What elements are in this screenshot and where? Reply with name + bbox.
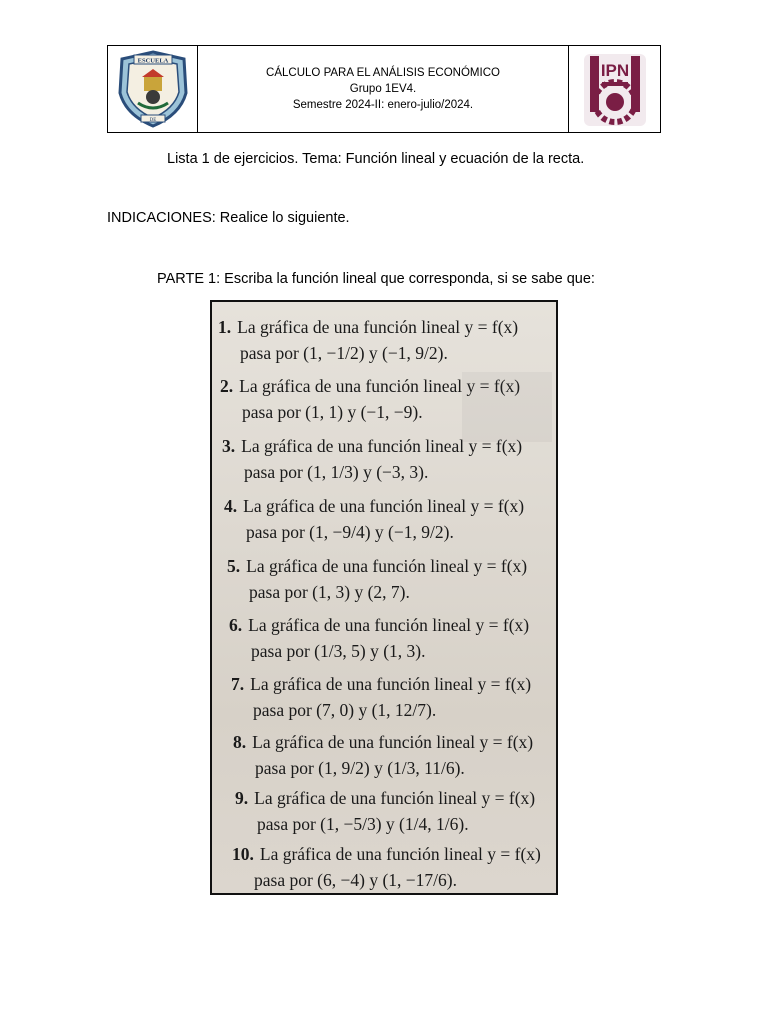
exercise-item: 6. La gráfica de una función lineal y = f(x) pasa por (1/3, 5) y (1, 3). bbox=[229, 615, 530, 661]
svg-text:ESCUELA: ESCUELA bbox=[137, 57, 168, 65]
instructions-text: INDICACIONES: Realice lo siguiente. bbox=[107, 210, 350, 226]
exercise-item: 7. La gráfica de una función lineal y = f(x) pasa por (7, 0) y (1, 12/7). bbox=[231, 674, 532, 720]
exercise-item: 5. La gráfica de una función lineal y = f(x) pasa por (1, 3) y (2, 7). bbox=[227, 556, 528, 602]
exercise-item: 1. La gráfica de una función lineal y = f(x) pasa por (1, −1/2) y (−1, 9/2). bbox=[218, 317, 519, 363]
part-1-heading: PARTE 1: Escriba la función lineal que corresponda, si se sabe que: bbox=[157, 271, 595, 287]
document-header bbox=[107, 45, 661, 133]
exercise-list-title: Lista 1 de ejercicios. Tema: Función lineal y ecuación de la recta. bbox=[167, 151, 585, 167]
header-titles bbox=[198, 46, 568, 132]
semester-label: Semestre 2024-II: enero-julio/2024. bbox=[292, 99, 474, 111]
group-label: Grupo 1EV4. bbox=[349, 83, 417, 95]
school-seal-cell bbox=[108, 46, 198, 132]
ipn-logo-cell bbox=[568, 46, 660, 132]
exercise-item: 4. La gráfica de una función lineal y = f(x) pasa por (1, −9/4) y (−1, 9/2). bbox=[224, 496, 525, 542]
escuela-seal-icon bbox=[114, 49, 192, 129]
exercise-item: 10. La gráfica de una función lineal y = f(x) pasa por (6, −4) y (1, −17/6). bbox=[232, 844, 541, 890]
ipn-logo-icon bbox=[580, 48, 650, 130]
svg-text:DE: DE bbox=[149, 118, 156, 123]
exercise-item: 3. La gráfica de una función lineal y = f(x) pasa por (1, 1/3) y (−3, 3). bbox=[222, 436, 523, 482]
exercise-item: 2. La gráfica de una función lineal y = f(x) pasa por (1, 1) y (−1, −9). bbox=[220, 376, 521, 422]
exercise-item: 9. La gráfica de una función lineal y = f(x) pasa por (1, −5/3) y (1/4, 1/6). bbox=[235, 788, 536, 834]
svg-text:IPN: IPN bbox=[600, 61, 629, 80]
exercises-photo bbox=[210, 300, 558, 895]
course-title: CÁLCULO PARA EL ANÁLISIS ECONÓMICO bbox=[266, 67, 500, 79]
exercise-item: 8. La gráfica de una función lineal y = f(x) pasa por (1, 9/2) y (1/3, 11/6). bbox=[233, 732, 534, 778]
